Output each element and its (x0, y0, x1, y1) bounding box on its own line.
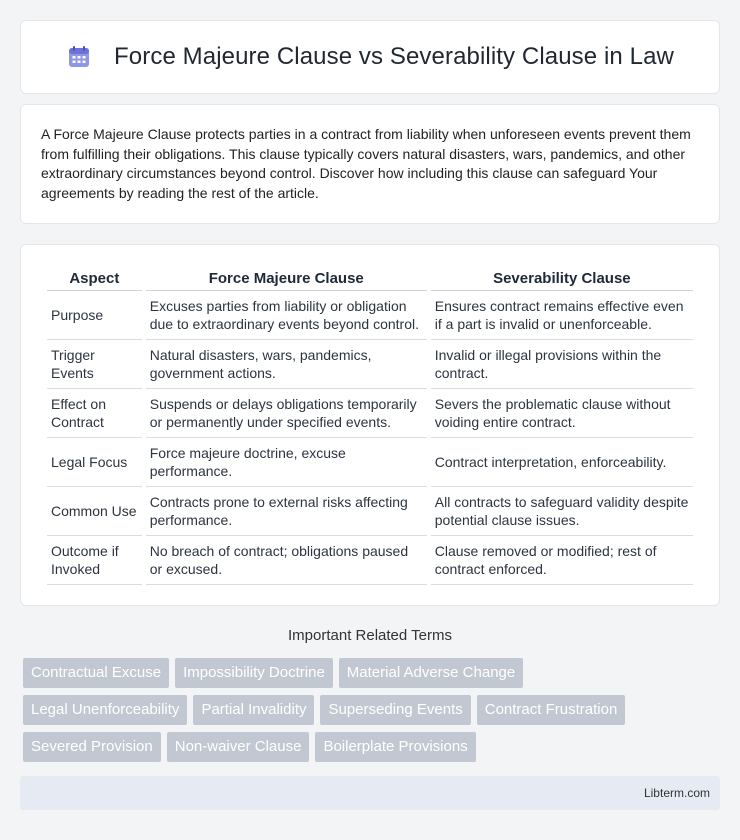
table-row (47, 438, 693, 487)
severability-cell: Invalid or illegal provisions within the contract. (431, 340, 693, 389)
aspect-cell: Effect on Contract (47, 389, 142, 438)
calendar-icon (66, 44, 92, 70)
force-majeure-cell: Natural disasters, wars, pandemics, government actions. (146, 340, 427, 389)
tag-contractual-excuse[interactable]: Contractual Excuse (23, 658, 169, 688)
related-terms-list (23, 658, 723, 769)
tag-material-adverse-change[interactable]: Material Adverse Change (339, 658, 523, 688)
tag-superseding-events[interactable]: Superseding Events (320, 695, 470, 725)
tag-partial-invalidity[interactable]: Partial Invalidity (193, 695, 314, 725)
force-majeure-cell: Suspends or delays obligations temporarily or permanently under specified events. (146, 389, 427, 438)
tag-contract-frustration[interactable]: Contract Frustration (477, 695, 626, 725)
force-majeure-cell: Contracts prone to external risks affecting performance. (146, 487, 427, 536)
page-title: Force Majeure Clause vs Severability Clause in Law (114, 43, 674, 70)
tag-severed-provision[interactable]: Severed Provision (23, 732, 161, 762)
tag-impossibility-doctrine[interactable]: Impossibility Doctrine (175, 658, 333, 688)
aspect-cell: Purpose (47, 291, 142, 340)
force-majeure-cell: No breach of contract; obligations paused or excused. (146, 536, 427, 585)
related-terms-title: Important Related Terms (288, 627, 452, 644)
force-majeure-cell: Excuses parties from liability or obligation due to extraordinary events beyond control. (146, 291, 427, 340)
intro-text: A Force Majeure Clause protects parties in a contract from liability when unforeseen events prevent them from fulfilling their obligations. This clause typically covers natural disasters, wars, pandemics, and other extraordinary circumstances beyond control. Discover how including this clause can safeguard Your agreements by reading the rest of the article. (41, 126, 691, 201)
severability-cell: All contracts to safeguard validity despite potential clause issues. (431, 487, 693, 536)
header-aspect: Aspect (47, 265, 142, 291)
aspect-cell: Outcome if Invoked (47, 536, 142, 585)
footer (20, 776, 720, 810)
aspect-cell: Common Use (47, 487, 142, 536)
title-card (20, 20, 720, 94)
table-header-row (47, 265, 693, 291)
table-row (47, 487, 693, 536)
footer-site-link[interactable]: Libterm.com (643, 786, 710, 800)
tag-boilerplate-provisions[interactable]: Boilerplate Provisions (315, 732, 475, 762)
severability-cell: Contract interpretation, enforceability. (431, 438, 693, 487)
tag-legal-unenforceability[interactable]: Legal Unenforceability (23, 695, 187, 725)
aspect-cell: Trigger Events (47, 340, 142, 389)
comparison-table-card (20, 244, 720, 606)
header-force-majeure: Force Majeure Clause (146, 265, 427, 291)
table-row (47, 340, 693, 389)
intro-card (20, 104, 720, 224)
aspect-cell: Legal Focus (47, 438, 142, 487)
severability-cell: Clause removed or modified; rest of contract enforced. (431, 536, 693, 585)
table-row (47, 536, 693, 585)
header-severability: Severability Clause (431, 265, 693, 291)
table-row (47, 389, 693, 438)
severability-cell: Severs the problematic clause without voiding entire contract. (431, 389, 693, 438)
comparison-table (43, 265, 697, 585)
force-majeure-cell: Force majeure doctrine, excuse performance. (146, 438, 427, 487)
tag-non-waiver-clause[interactable]: Non-waiver Clause (167, 732, 310, 762)
table-row (47, 291, 693, 340)
severability-cell: Ensures contract remains effective even if a part is invalid or unenforceable. (431, 291, 693, 340)
